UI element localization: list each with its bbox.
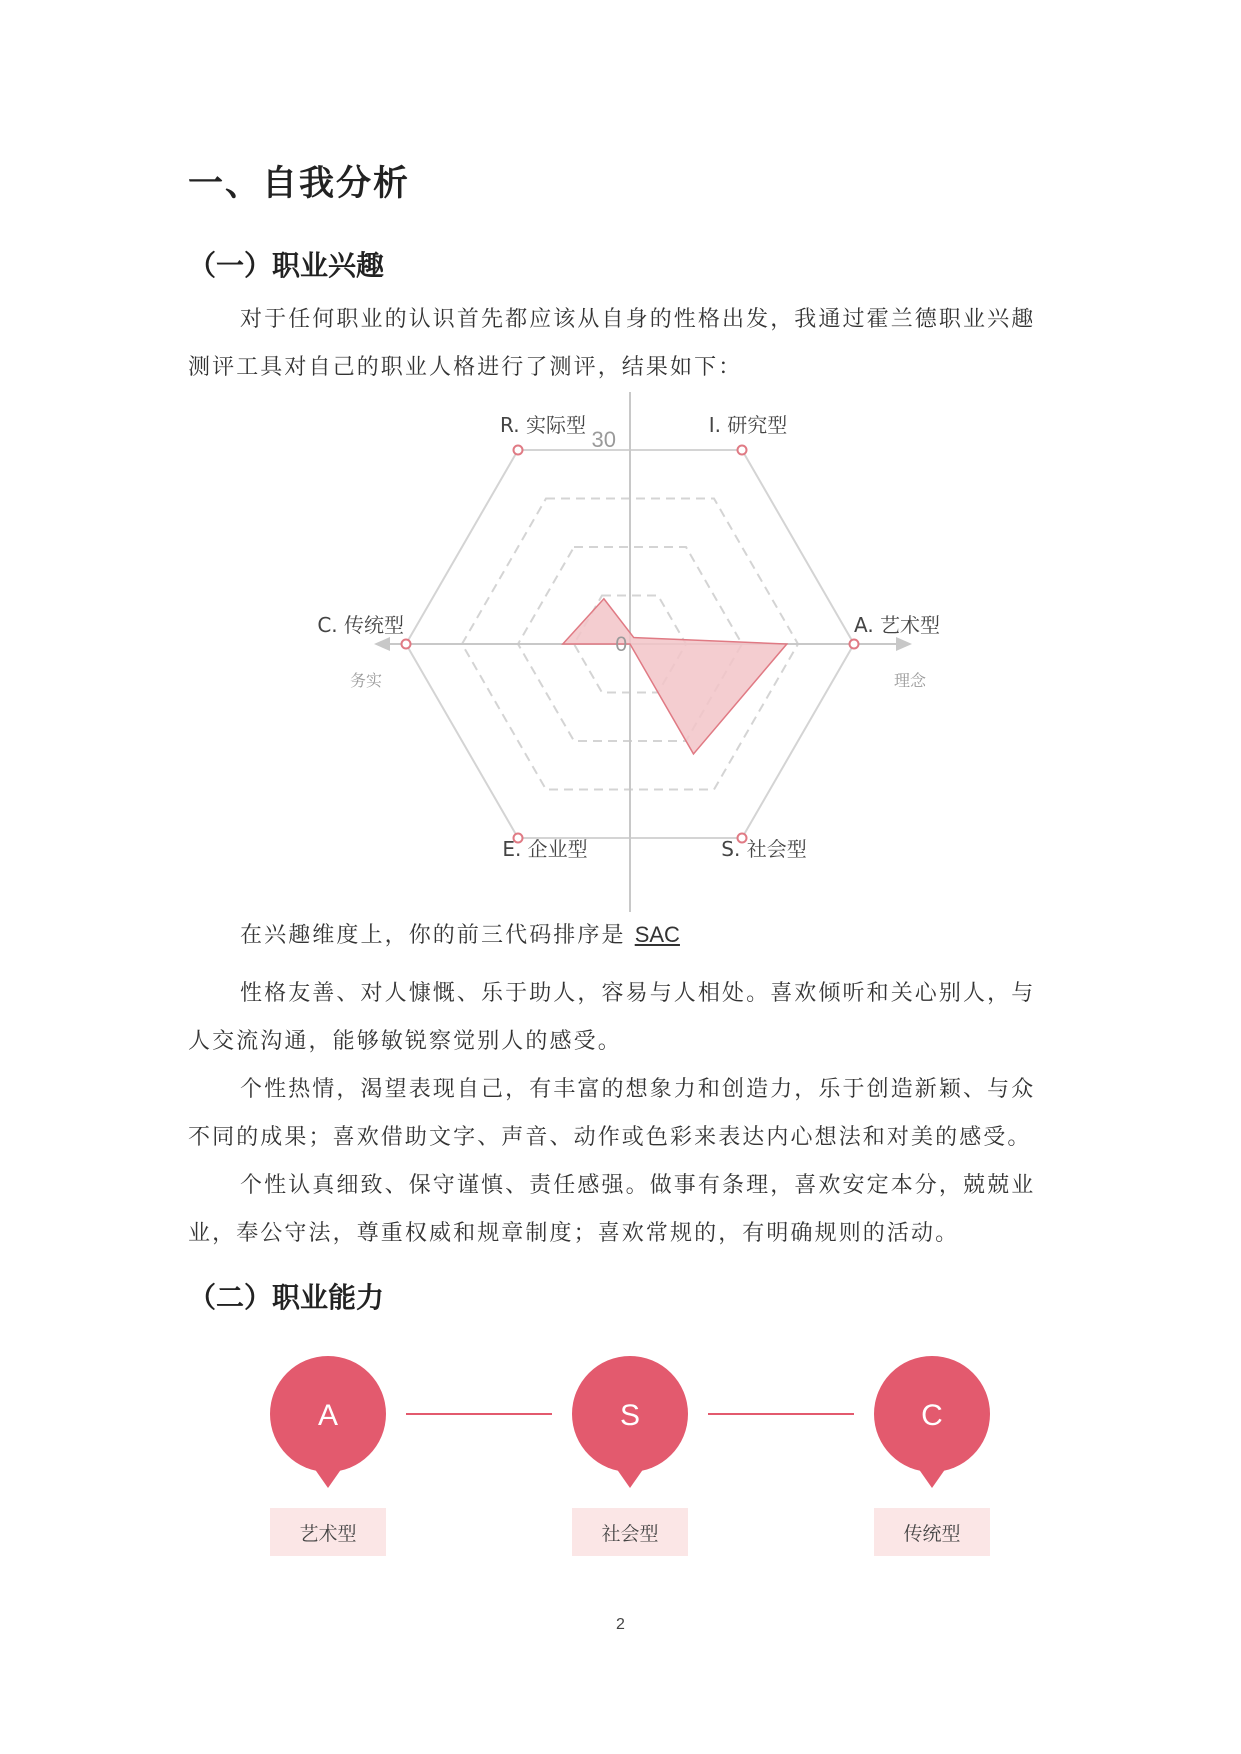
- step-letter: A: [317, 1399, 339, 1432]
- page-number: 2: [616, 1616, 625, 1633]
- code-value: SAC: [634, 922, 680, 947]
- radar-data-area: [563, 599, 787, 754]
- step-letter: S: [619, 1399, 641, 1432]
- radar-vertex-marker: [514, 446, 523, 455]
- right-arrow-icon: [896, 637, 912, 651]
- step-label: 传统型: [903, 1523, 961, 1545]
- radar-vertex-marker: [850, 640, 859, 649]
- left-note: 务实: [350, 671, 383, 690]
- step-pointer-icon: [918, 1468, 946, 1488]
- radar-axis-label: R. 实际型: [500, 413, 586, 437]
- radar-axis-label: I. 研究型: [708, 413, 788, 437]
- paragraph-social: 性格友善、对人慷慨、乐于助人，容易与人相处。喜欢倾听和关心别人，与人交流沟通，能够敏锐察觉别人的感受。: [188, 981, 1036, 1054]
- step-label: 艺术型: [299, 1523, 357, 1545]
- radar-vertex-marker: [738, 446, 747, 455]
- section-title-interest: （一）职业兴趣: [188, 249, 385, 282]
- radar-axis-label: A. 艺术型: [854, 613, 941, 637]
- paragraph-artistic: 个性热情，渴望表现自己，有丰富的想象力和创造力，乐于创造新颖、与众不同的成果；喜欢借助文字、声音、动作或色彩来表达内心想法和对美的感受。: [188, 1077, 1036, 1150]
- left-arrow-icon: [374, 637, 390, 651]
- page-heading: 一、自我分析: [188, 164, 411, 204]
- radar-tick-max: 30: [591, 427, 616, 452]
- radar-tick-zero: 0: [615, 633, 627, 656]
- section-title-ability: （二）职业能力: [188, 1281, 385, 1314]
- radar-vertex-marker: [402, 640, 411, 649]
- holland-radar-chart: [250, 392, 1010, 912]
- paragraph-conventional: 个性认真细致、保守谨慎、责任感强。做事有条理，喜欢安定本分，兢兢业业，奉公守法，尊重权威和规章制度；喜欢常规的，有明确规则的活动。: [188, 1173, 1036, 1246]
- step-pointer-icon: [616, 1468, 644, 1488]
- radar-axis-label: C. 传统型: [317, 613, 404, 637]
- radar-axis-label: E. 企业型: [502, 837, 588, 861]
- code-line: [240, 918, 680, 949]
- step-letter: C: [921, 1399, 943, 1432]
- radar-axis-label: S. 社会型: [721, 837, 807, 861]
- code-line-prefix: 在兴趣维度上，你的前三代码排序是: [240, 923, 635, 948]
- step-label: 社会型: [601, 1523, 659, 1545]
- step-pointer-icon: [314, 1468, 342, 1488]
- ability-steps: [230, 1340, 1030, 1580]
- right-note: 理念: [894, 671, 927, 690]
- intro-paragraph: 对于任何职业的认识首先都应该从自身的性格出发，我通过霍兰德职业兴趣测评工具对自己的职业人格进行了测评，结果如下：: [188, 307, 1036, 380]
